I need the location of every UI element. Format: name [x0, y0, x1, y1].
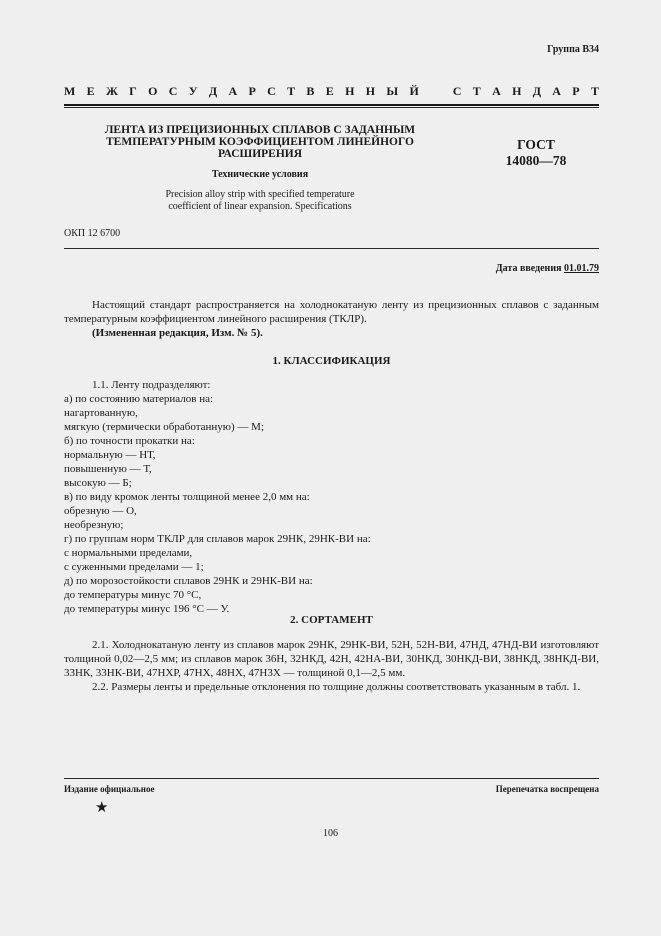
classification-line: нормальную — НТ,	[64, 449, 156, 461]
classification-line: 1.1. Ленту подразделяют:	[92, 379, 211, 391]
date-of-introduction	[496, 263, 599, 274]
date-label: Дата введения	[495, 263, 564, 274]
classification-line: г) по группам норм ТКЛР для сплавов марок 29НК, 29НК-ВИ на:	[64, 533, 371, 545]
banner-letter: Ж	[105, 84, 118, 98]
gost-label: ГОСТ	[517, 137, 555, 152]
section-2-body	[64, 638, 599, 694]
banner-letter: Д	[532, 84, 541, 98]
group-code: Группа В34	[547, 44, 599, 55]
okp-rule	[64, 248, 599, 249]
english-title-line: coefficient of linear expansion. Specifications	[168, 201, 352, 212]
title-line: РАСШИРЕНИЯ	[217, 148, 303, 160]
banner-letter: А	[552, 84, 561, 98]
document-subtitle: Технические условия	[211, 169, 309, 180]
classification-line: а) по состоянию материалов на:	[64, 393, 214, 405]
banner-letter: М	[64, 84, 76, 98]
page-number: 106	[323, 828, 338, 839]
document-title	[64, 124, 456, 160]
banner-letter: Н	[365, 84, 376, 98]
classification-line: до температуры минус 196 °С — У.	[64, 603, 230, 615]
banner-letter: Д	[208, 84, 218, 98]
banner-letter: Й	[409, 84, 419, 98]
title-line: ТЕМПЕРАТУРНЫМ КОЭФФИЦИЕНТОМ ЛИНЕЙНОГО	[106, 136, 414, 148]
banner-letter: С	[168, 84, 178, 98]
classification-line: высокую — Б;	[64, 477, 132, 489]
classification-line: с нормальными пределами,	[64, 547, 193, 559]
reprint-prohibited-note: Перепечатка воспрещена	[495, 784, 599, 794]
classification-line: необрезную;	[64, 519, 124, 531]
title-line: ЛЕНТА ИЗ ПРЕЦИЗИОННЫХ СПЛАВОВ С ЗАДАННЫМ	[104, 124, 416, 136]
banner-letter: У	[188, 84, 198, 98]
date-value: 01.01.79	[564, 263, 599, 274]
intro-paragraph: Настоящий стандарт распространяется на холоднокатаную ленту из прецизионных сплавов с заданным температурным коэффициентом линейного расширения (ТКЛР).	[64, 299, 599, 325]
paragraph-2-2: 2.2. Размеры ленты и предельные отклонения по толщине должны соответствовать указанным в табл. 1.	[92, 681, 581, 693]
banner-letter: Ы	[386, 84, 399, 98]
classification-line: обрезную — О,	[64, 505, 137, 517]
paragraph-2-1: 2.1. Холоднокатаную ленту из сплавов марок 29НК, 29НК-ВИ, 52Н, 52Н-ВИ, 47НД, 47НД-ВИ изготовляют толщиной 0,02—2,5 мм; из сплавов марок 36Н, 32НКД, 42Н, 42НА-ВИ, 30НКД, 30НКД-ВИ, 38НКД, 38НКД-ВИ, 33НК, 33НК-ВИ, 47НХР, 47НХ, 48НХ, 47Н3Х — толщиной 0,1—2,5 мм.	[64, 639, 599, 679]
classification-line: до температуры минус 70 °С,	[64, 589, 202, 601]
interstate-standard-banner	[64, 84, 599, 99]
classification-line: мягкую (термически обработанную) — М;	[64, 421, 265, 433]
star-mark: ★	[95, 800, 109, 816]
banner-letter: В	[306, 84, 315, 98]
classification-line: б) по точности прокатки на:	[64, 435, 195, 447]
footer-rule	[64, 778, 599, 779]
banner-letter: Р	[248, 84, 256, 98]
banner-letter: А	[492, 84, 501, 98]
edition-note: (Измененная редакция, Изм. № 5).	[92, 327, 263, 339]
gost-designation	[480, 137, 592, 169]
title-block	[64, 124, 456, 213]
banner-letter: Т	[287, 84, 296, 98]
banner-letter: О	[148, 84, 158, 98]
banner-letter: Т	[472, 84, 481, 98]
banner-letter: Г	[129, 84, 137, 98]
classification-line: в) по виду кромок ленты толщиной менее 2,0 мм на:	[64, 491, 310, 503]
english-title	[64, 189, 456, 213]
banner-letter: Н	[345, 84, 355, 98]
classification-line: д) по морозостойкости сплавов 29НК и 29НК-ВИ на:	[64, 575, 313, 587]
section-1-body	[64, 378, 599, 616]
section-1-heading: 1. КЛАССИФИКАЦИЯ	[272, 355, 391, 367]
classification-line: нагартованную,	[64, 407, 138, 419]
header-rule-top	[64, 104, 599, 106]
classification-line: с суженными пределами — 1;	[64, 561, 204, 573]
banner-letter: Р	[572, 84, 580, 98]
banner-letter: Н	[512, 84, 522, 98]
official-edition-note: Издание официальное	[64, 784, 155, 794]
english-title-line: Precision alloy strip with specified temperature	[165, 189, 355, 200]
banner-letter: Е	[86, 84, 95, 98]
banner-letter: Т	[590, 84, 599, 98]
classification-line: повышенную — Т,	[64, 463, 152, 475]
header-rule-bottom	[64, 107, 599, 108]
okp-code: ОКП 12 6700	[64, 228, 121, 239]
banner-letter: С	[452, 84, 462, 98]
banner-letter: А	[228, 84, 238, 98]
banner-letter: С	[267, 84, 276, 98]
section-2-heading: 2. СОРТАМЕНТ	[290, 614, 373, 626]
gost-number: 14080—78	[505, 153, 567, 168]
intro-section	[64, 298, 599, 340]
banner-letter: Е	[325, 84, 334, 98]
